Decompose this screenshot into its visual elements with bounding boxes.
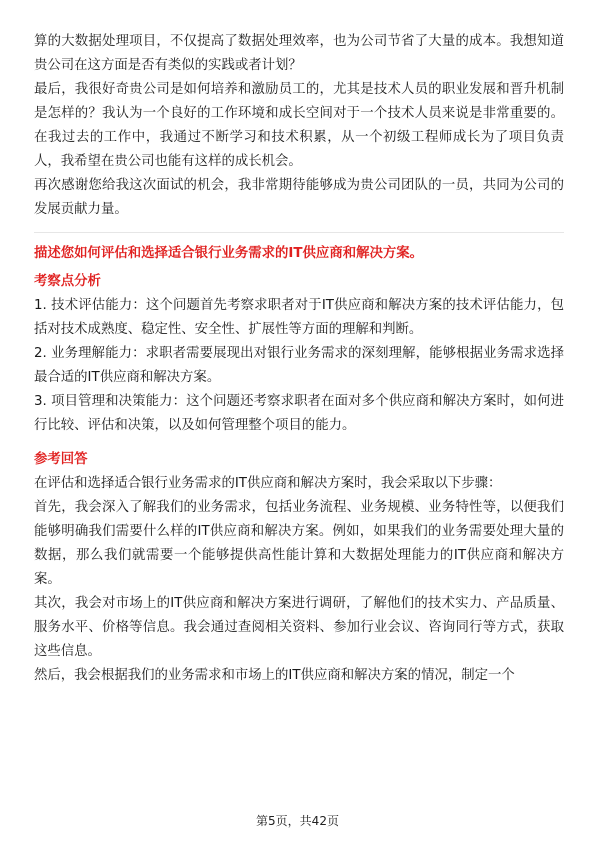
top-paragraph: 最后，我很好奇贵公司是如何培养和激励员工的，尤其是技术人员的职业发展和晋升机制是怎样的？我认为一个良好的工作环境和成长空间对于一个技术人员来说是非常重要的。在我过去的工作中，我通过不断学习和技术积累，从一个初级工程师成长为了项目负责人，我希望在贵公司也能有这样的成长机会。 <box>34 82 564 169</box>
answer-paragraph: 然后，我会根据我们的业务需求和市场上的IT供应商和解决方案的情况，制定一个 <box>34 668 515 683</box>
analysis-item: 3. 项目管理和决策能力：这个问题还考察求职者在面对多个供应商和解决方案时，如何进行比较、评估和决策，以及如何管理整个项目的能力。 <box>34 394 564 433</box>
section-divider <box>34 232 564 233</box>
document-page <box>34 30 564 688</box>
analysis-item: 1. 技术评估能力：这个问题首先考察求职者对于IT供应商和解决方案的技术评估能力，包括对技术成熟度、稳定性、安全性、扩展性等方面的理解和判断。 <box>34 298 564 337</box>
top-paragraph: 算的大数据处理项目，不仅提高了数据处理效率，也为公司节省了大量的成本。我想知道贵公司在这方面是否有类似的实践或者计划？ <box>34 34 564 73</box>
page-number: 第5页，共42页 <box>256 814 339 828</box>
analysis-title: 考察点分析 <box>34 274 101 289</box>
question-heading: 描述您如何评估和选择适合银行业务需求的IT供应商和解决方案。 <box>34 246 424 261</box>
top-paragraph: 再次感谢您给我这次面试的机会，我非常期待能够成为贵公司团队的一员，共同为公司的发展贡献力量。 <box>34 178 564 217</box>
answer-paragraph: 在评估和选择适合银行业务需求的IT供应商和解决方案时，我会采取以下步骤： <box>34 476 502 491</box>
answer-paragraph: 首先，我会深入了解我们的业务需求，包括业务流程、业务规模、业务特性等，以便我们能够明确我们需要什么样的IT供应商和解决方案。例如，如果我们的业务需要处理大量的数据，那么我们就需要一个能够提供高性能计算和大数据处理能力的IT供应商和解决方案。 <box>34 500 564 587</box>
answer-paragraph: 其次，我会对市场上的IT供应商和解决方案进行调研，了解他们的技术实力、产品质量、服务水平、价格等信息。我会通过查阅相关资料、参加行业会议、咨询同行等方式，获取这些信息。 <box>34 596 564 659</box>
analysis-item: 2. 业务理解能力：求职者需要展现出对银行业务需求的深刻理解，能够根据业务需求选择最合适的IT供应商和解决方案。 <box>34 346 564 385</box>
answer-title: 参考回答 <box>34 452 88 467</box>
